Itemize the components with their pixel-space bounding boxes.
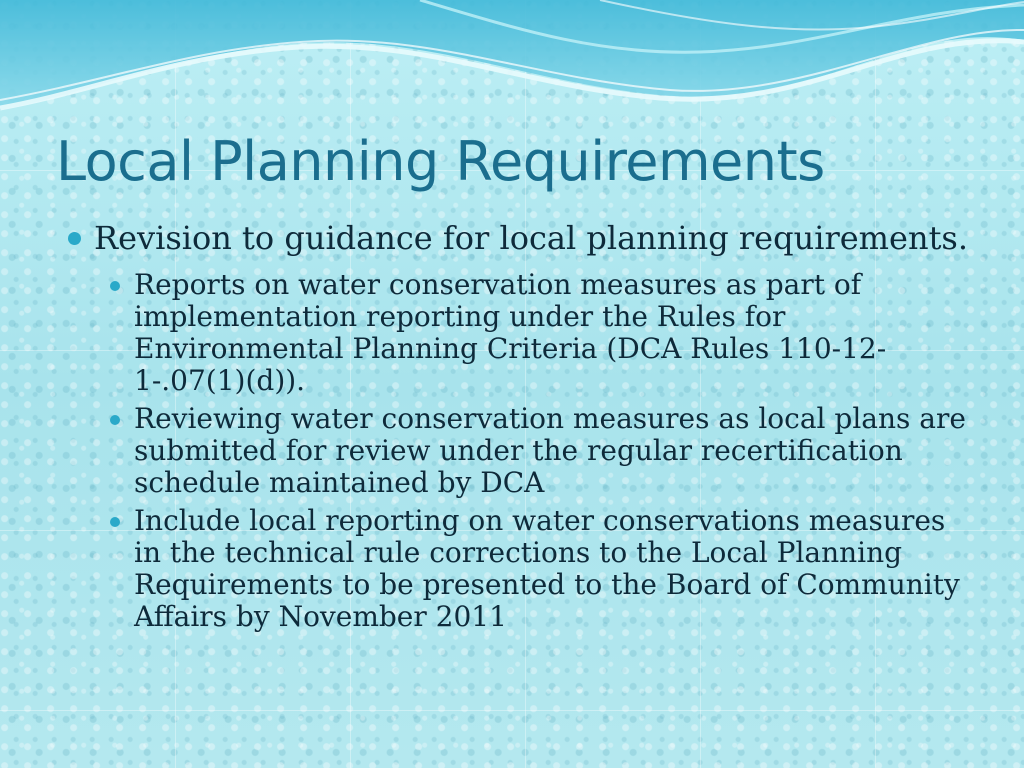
sub-bullet-item <box>108 403 968 499</box>
sub-bullet-item <box>108 269 968 397</box>
bullet-dot-icon <box>110 517 120 527</box>
sub-bullet-text: Include local reporting on water conservations measures in the technical rule corrections to the Local Planning Requirements to be presented to the Board of Community Affairs by November 2011 <box>134 504 960 633</box>
bullet-dot-icon <box>110 415 120 425</box>
bullet-text: Revision to guidance for local planning requirements. <box>94 219 969 257</box>
sub-bullet-list <box>108 269 968 633</box>
sub-bullet-text: Reviewing water conservation measures as local plans are submitted for review under the regular recertification schedule maintained by DCA <box>134 402 966 499</box>
bullet-dot-icon <box>110 281 120 291</box>
background-grid-line <box>0 710 1024 711</box>
slide-body <box>68 219 969 639</box>
slide-title: Local Planning Requirements <box>56 130 825 193</box>
bullet-item <box>68 219 969 257</box>
bullet-dot-icon <box>68 232 81 245</box>
sub-bullet-item <box>108 505 968 633</box>
sub-bullet-text: Reports on water conservation measures as part of implementation reporting under the Rules for Environmental Planning Criteria (DCA Rules 110-12-1-.07(1)(d)). <box>134 268 887 397</box>
wave-banner-decoration <box>0 0 1024 130</box>
